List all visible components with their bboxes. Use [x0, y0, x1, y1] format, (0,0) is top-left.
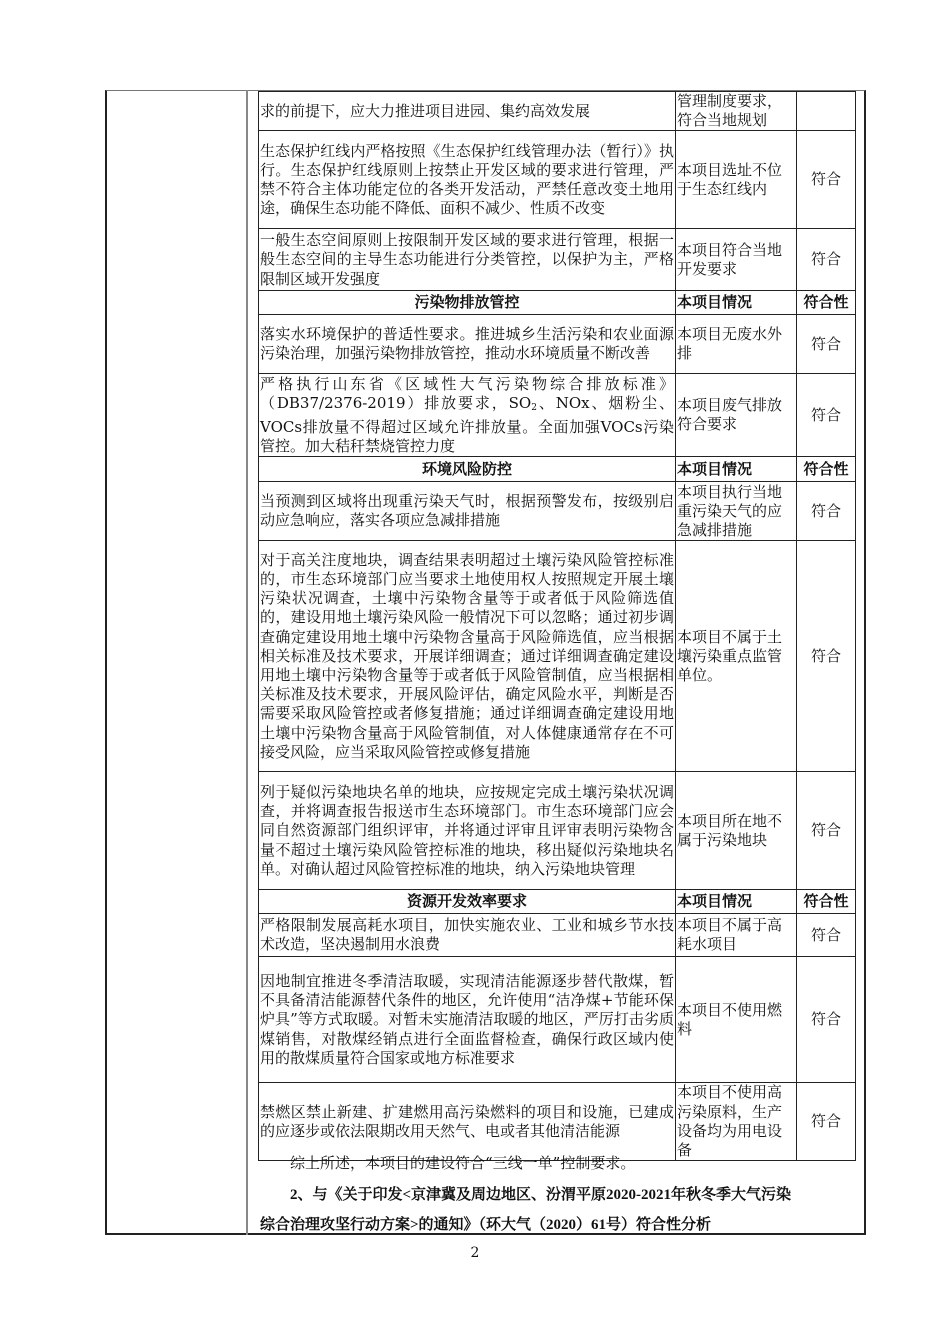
- requirement-cell: 生态保护红线内严格按照《生态保护红线管理办法（暂行）》执行。生态保护红线原则上按禁止开发区域的要求进行管理，严禁不符合主体功能定位的各类开发活动，严禁任意改变土地用途，确保生态功能不降低、面积不减少、性质不改变: [259, 131, 676, 229]
- requirement-cell: 求的前提下，应大力推进项目进园、集约高效发展: [259, 92, 676, 131]
- table-row: [259, 229, 856, 291]
- project-status-cell: 本项目不使用燃料: [676, 957, 797, 1083]
- compliance-cell: 符合: [797, 374, 856, 457]
- project-status-header: 本项目情况: [676, 890, 797, 914]
- requirement-cell: 严格限制发展高耗水项目，加快实施农业、工业和城乡节水技术改造，坚决遏制用水浪费: [259, 914, 676, 957]
- project-status-cell: 本项目不使用高污染原料，生产设备均为用电设备: [676, 1083, 797, 1161]
- compliance-cell: 符合: [797, 914, 856, 957]
- compliance-header: 符合性: [797, 457, 856, 482]
- project-status-cell: 本项目不属于土壤污染重点监管单位。: [676, 541, 797, 772]
- section-header-row: [259, 890, 856, 914]
- section-heading-line-1: 2、与《关于印发<京津冀及周边地区、汾渭平原2020-2021年秋冬季大气污染: [290, 1187, 792, 1203]
- project-status-cell: 本项目废气排放符合要求: [676, 374, 797, 457]
- requirement-cell: 对于高关注度地块，调查结果表明超过土壤污染风险管控标准的，市生态环境部门应当要求土地使用权人按照规定开展土壤污染状况调查，土壤中污染物含量等于或者低于风险筛选值的，建设用地土壤污染风险一般情况下可以忽略；通过初步调查确定建设用地土壤中污染物含量高于风险筛选值，应当根据相关标准及技术要求，开展详细调查；通过详细调查确定建设用地土壤中污染物含量等于或者低于风险管制值，应当根据相关标准及技术要求，开展风险评估，确定风险水平，判断是否需要采取风险管控或者修复措施；通过详细调查确定建设用地土壤中污染物含量高于风险管制值，对人体健康通常存在不可接受风险，应当采取风险管控或修复措施: [259, 541, 676, 772]
- compliance-header: 符合性: [797, 291, 856, 315]
- project-status-cell: 本项目所在地不属于污染地块: [676, 772, 797, 890]
- table-row: [259, 92, 856, 131]
- project-status-cell: 管理制度要求，符合当地规划: [676, 92, 797, 131]
- section-header-row: [259, 291, 856, 315]
- project-status-cell: 本项目无废水外排: [676, 315, 797, 374]
- project-status-cell: 本项目选址不位于生态红线内: [676, 131, 797, 229]
- table-row: [259, 957, 856, 1083]
- table-row: [259, 315, 856, 374]
- compliance-cell: 符合: [797, 482, 856, 541]
- section-heading-line-2: 综合治理攻坚行动方案>的通知》（环大气（2020）61号）符合性分析: [260, 1217, 712, 1233]
- requirement-cell: 严格执行山东省《区域性大气污染物综合排放标准》（DB37/2376-2019）排放要求，$SO_2$、NOx、烟粉尘、VOCs排放量不得超过区域允许排放量。全面加强VOCs污染管控。加大秸秆禁烧管控力度: [260, 374, 674, 456]
- compliance-cell: 符合: [797, 772, 856, 890]
- compliance-cell: 符合: [797, 131, 856, 229]
- table-row: [259, 482, 856, 541]
- requirement-cell: 因地制宜推进冬季清洁取暖，实现清洁能源逐步替代散煤，暂不具备清洁能源替代条件的地区，允许使用“洁净煤+节能环保炉具”等方式取暖。对暂未实施清洁取暖的地区，严厉打击劣质煤销售，对散煤经销点进行全面监督检查，确保行政区域内使用的散煤质量符合国家或地方标准要求: [259, 957, 676, 1083]
- requirement-cell: 落实水环境保护的普适性要求。推进城乡生活污染和农业面源污染治理，加强污染物排放管控，推动水环境质量不断改善: [259, 315, 676, 374]
- requirement-cell: 当预测到区域将出现重污染天气时，根据预警发布，按级别启动应急响应，落实各项应急减排措施: [259, 482, 676, 541]
- compliance-cell: 符合: [797, 229, 856, 291]
- project-status-cell: 本项目符合当地开发要求: [676, 229, 797, 291]
- page-number: 2: [470, 1245, 480, 1261]
- compliance-cell: [797, 92, 856, 131]
- section-title-cell: 污染物排放管控: [259, 291, 676, 315]
- compliance-table: [258, 91, 856, 1161]
- table-row: [259, 541, 856, 772]
- compliance-cell: 符合: [797, 957, 856, 1083]
- outer-column-separator: [246, 90, 248, 1235]
- project-status-header: 本项目情况: [676, 291, 797, 315]
- section-title-cell: 环境风险防控: [259, 457, 676, 482]
- table-row: [259, 772, 856, 890]
- project-status-cell: 本项目不属于高耗水项目: [676, 914, 797, 957]
- project-status-cell: 本项目执行当地重污染天气的应急减排措施: [676, 482, 797, 541]
- table-row: [259, 914, 856, 957]
- section-title-cell: 资源开发效率要求: [259, 890, 676, 914]
- requirement-cell: 列于疑似污染地块名单的地块，应按规定完成土壤污染状况调查，并将调查报告报送市生态环境部门。市生态环境部门应会同自然资源部门组织评审，并将通过评审且评审表明污染物含量不超过土壤污染风险管控标准的地块，移出疑似污染地块名单。对确认超过风险管控标准的地块，纳入污染地块管理: [259, 772, 676, 890]
- requirement-cell: 禁燃区禁止新建、扩建燃用高污染燃料的项目和设施，已建成的应逐步或依法限期改用天然气、电或者其他清洁能源: [259, 1083, 676, 1161]
- compliance-cell: 符合: [797, 541, 856, 772]
- compliance-header: 符合性: [797, 890, 856, 914]
- compliance-cell: 符合: [797, 315, 856, 374]
- table-row: [259, 374, 856, 457]
- table-row: [259, 1083, 856, 1161]
- table-row: [259, 131, 856, 229]
- requirement-cell: 一般生态空间原则上按限制开发区域的要求进行管理，根据一般生态空间的主导生态功能进行分类管控，以保护为主，严格限制区域开发强度: [259, 229, 676, 291]
- project-status-header: 本项目情况: [676, 457, 797, 482]
- section-header-row: [259, 457, 856, 482]
- compliance-cell: 符合: [797, 1083, 856, 1161]
- summary-text: 综上所述，本项目的建设符合“三线一单”控制要求。: [290, 1154, 636, 1172]
